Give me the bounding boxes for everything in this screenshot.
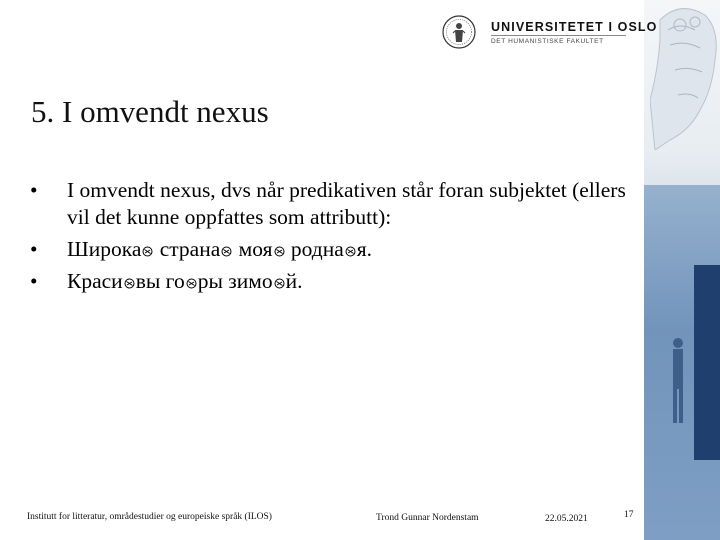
text-segment: страна: [154, 237, 221, 261]
text-segment: родна: [285, 237, 344, 261]
stress-mark-glyph-icon: [345, 246, 356, 257]
text-segment: моя: [233, 237, 273, 261]
text-segment: Краси: [67, 269, 123, 293]
footer-date: 22.05.2021: [545, 514, 588, 524]
bullet-marker: •: [30, 178, 38, 202]
standing-figure-image: [668, 335, 688, 425]
stress-mark-glyph-icon: [274, 246, 285, 257]
page-number: 17: [624, 510, 634, 520]
bullet-item: [30, 177, 640, 231]
university-logo: [442, 13, 658, 53]
statue-head-image: [650, 0, 720, 150]
text-segment: вы го: [135, 269, 185, 293]
bullet-marker: •: [30, 237, 38, 261]
slide-title: 5. I omvendt nexus: [31, 94, 269, 129]
text-segment: ры зимо: [197, 269, 273, 293]
bullet-text: I omvendt nexus, dvs når predikativen står foran subjektet (ellers vil det kunne oppfattes som attributt):: [67, 178, 626, 229]
university-seal-icon: [442, 15, 476, 49]
bullet-item: [30, 268, 640, 295]
bullet-marker: •: [30, 269, 38, 293]
footer-author: Trond Gunnar Nordenstam: [376, 513, 479, 523]
logo-divider: [491, 35, 626, 36]
university-name: UNIVERSITETET I OSLO: [491, 20, 658, 34]
stress-mark-glyph-icon: [124, 278, 135, 289]
dark-blue-block: [694, 265, 720, 460]
text-segment: я.: [356, 237, 373, 261]
text-segment: й.: [285, 269, 303, 293]
stress-mark-glyph-icon: [274, 278, 285, 289]
footer-institute: Institutt for litteratur, områdestudier og europeiske språk (ILOS): [27, 512, 272, 522]
stress-mark-glyph-icon: [186, 278, 197, 289]
bullet-list: [30, 177, 640, 300]
bullet-item: [30, 236, 640, 263]
decorative-side-panel: [644, 0, 720, 540]
stress-mark-glyph-icon: [142, 246, 153, 257]
stress-mark-glyph-icon: [221, 246, 232, 257]
faculty-name: DET HUMANISTISKE FAKULTET: [491, 38, 604, 45]
text-segment: Широка: [67, 237, 142, 261]
